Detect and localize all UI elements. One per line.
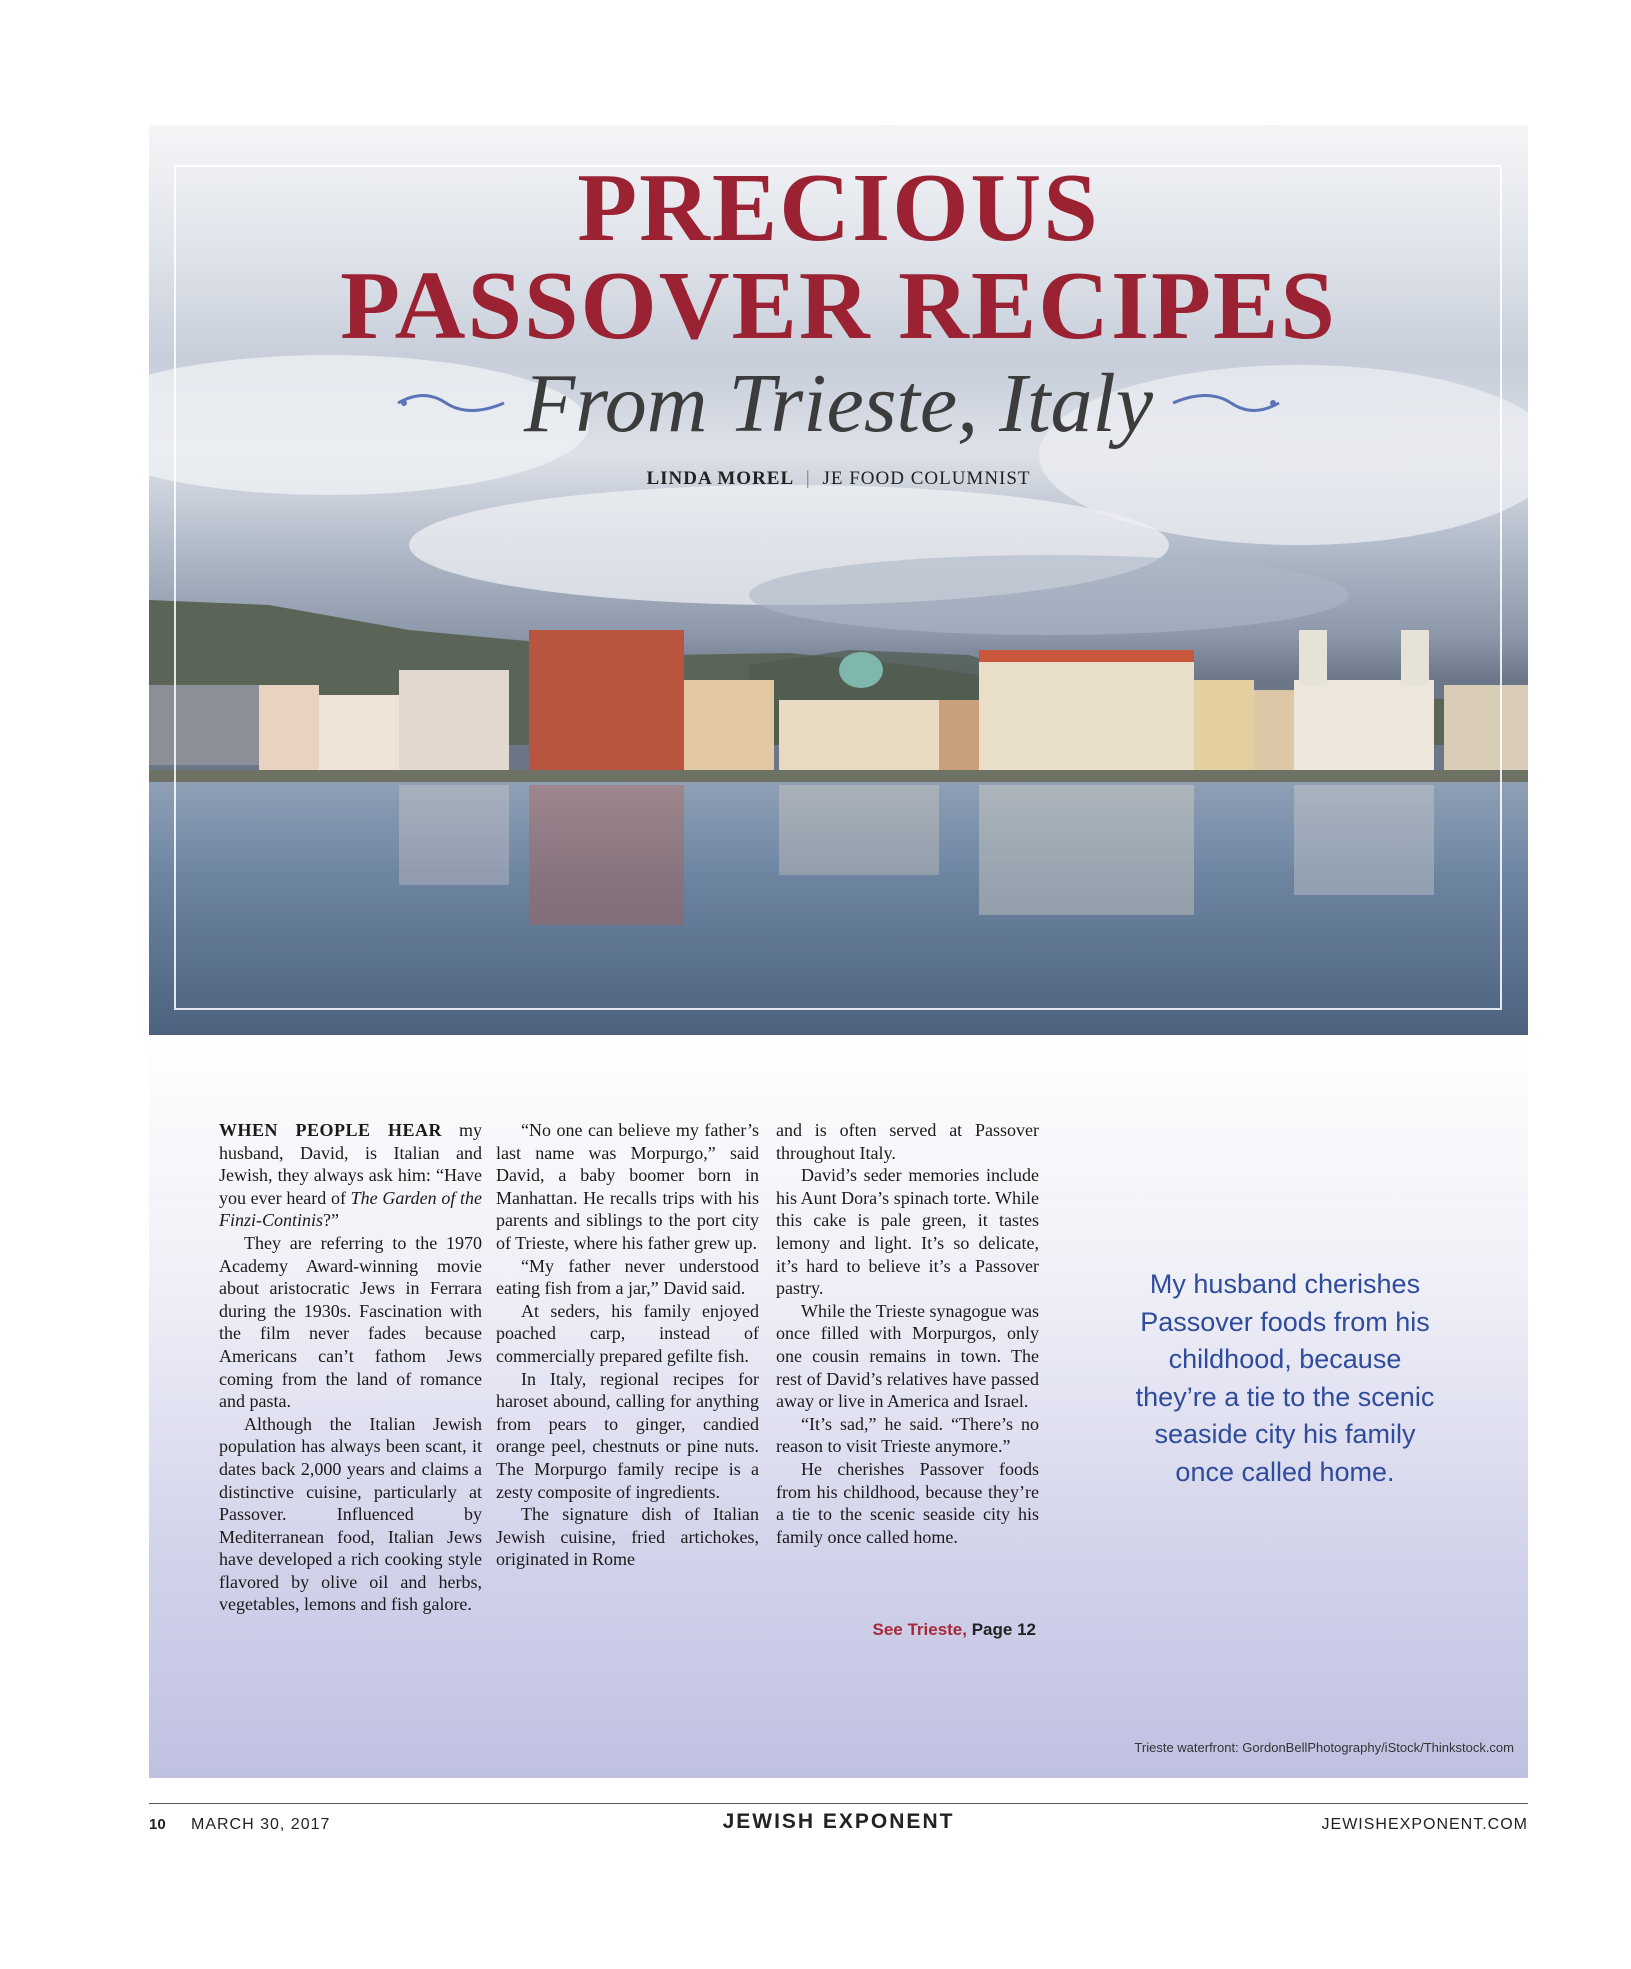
article-paragraph: In Italy, regional recipes for haroset abound, calling for anything from pears to ginger, candied orange peel, chestnuts or pine nuts. The Morpurgo family recipe is a zesty composite of ingredients. [496, 1368, 759, 1502]
page-footer [149, 1810, 1528, 1840]
headline-line-1: PRECIOUS [577, 154, 1100, 262]
pull-quote: My husband cherishes Passover foods from his childhood, because they’re a tie to the scenic seaside city his family once called home. [1135, 1269, 1435, 1487]
jump-see-label[interactable]: See Trieste, [872, 1620, 967, 1639]
article-paragraph: While the Trieste synagogue was once filled with Morpurgos, only one cousin remains in town. The rest of David’s relatives have passed away or live in America and Israel. [776, 1300, 1039, 1412]
left-flourish-icon [396, 391, 506, 415]
publication-name: JEWISH EXPONENT [722, 1810, 955, 1833]
article-paragraph: Although the Italian Jewish population has always been scant, it dates back 2,000 years and claims a distinctive cuisine, particularly at Passover. Influenced by Mediterranean food, Italian Jews have developed a rich cooking style flavored by olive oil and herbs, vegetables, lemons and fish galore. [219, 1413, 482, 1615]
headline-subtitle: From Trieste, Italy [523, 356, 1154, 450]
article-paragraph: WHEN PEOPLE HEAR my husband, David, is Italian and Jewish, they always ask him: “Have you ever heard of The Garden of the Finzi-Continis?” [219, 1120, 482, 1231]
right-flourish-icon [1171, 391, 1281, 415]
article-column-1 [219, 1119, 482, 1616]
article-paragraph: “It’s sad,” he said. “There’s no reason to visit Trieste anymore.” [776, 1413, 1039, 1457]
website-url[interactable]: JEWISHEXPONENT.COM [1321, 1816, 1528, 1833]
article-column-3 [776, 1119, 1039, 1548]
byline-separator: | [805, 468, 811, 489]
byline [149, 468, 1528, 490]
article-paragraph: and is often served at Passover throughout Italy. [776, 1120, 1039, 1163]
photo-credit: Trieste waterfront: GordonBellPhotography/iStock/Thinkstock.com [1134, 1740, 1514, 1755]
article-paragraph: David’s seder memories include his Aunt Dora’s spinach torte. While this cake is pale green, it tastes lemony and light. It’s so delicate, it’s hard to believe it’s a Passover pastry. [776, 1165, 1039, 1299]
article-paragraph: “No one can believe my father’s last name was Morpurgo,” said David, a baby boomer born in Manhattan. He recalls trips with his parents and siblings to the port city of Trieste, where his father grew up. [496, 1120, 759, 1253]
film-title: The Garden of the Finzi-Continis [219, 1187, 482, 1231]
article-column-2 [496, 1119, 759, 1571]
hero-photo [149, 125, 1528, 1035]
headline-line-2: PASSOVER RECIPES [340, 252, 1337, 360]
continued-jump-link[interactable] [776, 1620, 1036, 1640]
jump-page-label[interactable]: Page 12 [967, 1620, 1036, 1639]
issue-date: MARCH 30, 2017 [191, 1816, 331, 1833]
footer-divider [149, 1803, 1528, 1804]
lead-in: WHEN PEOPLE HEAR [219, 1120, 442, 1140]
article-paragraph: They are referring to the 1970 Academy Award-winning movie about aristocratic Jews in Ferrara during the 1930s. Fascination with the film never fades because Americans can’t fathom Jews coming from the land of romance and pasta. [219, 1232, 482, 1412]
subtitle-row [149, 353, 1528, 453]
author-name: LINDA MOREL [646, 468, 795, 489]
article-paragraph: The signature dish of Italian Jewish cuisine, fried artichokes, originated in Rome [496, 1504, 759, 1570]
article-paragraph: He cherishes Passover foods from his childhood, because they’re a tie to the scenic seaside city his family once called home. [776, 1458, 1039, 1547]
article-paragraph: At seders, his family enjoyed poached carp, instead of commercially prepared gefilte fish. [496, 1300, 759, 1366]
article-paragraph: “My father never understood eating fish from a jar,” David said. [496, 1255, 759, 1299]
page-number: 10 [149, 1816, 166, 1833]
author-role: JE FOOD COLUMNIST [822, 468, 1031, 489]
